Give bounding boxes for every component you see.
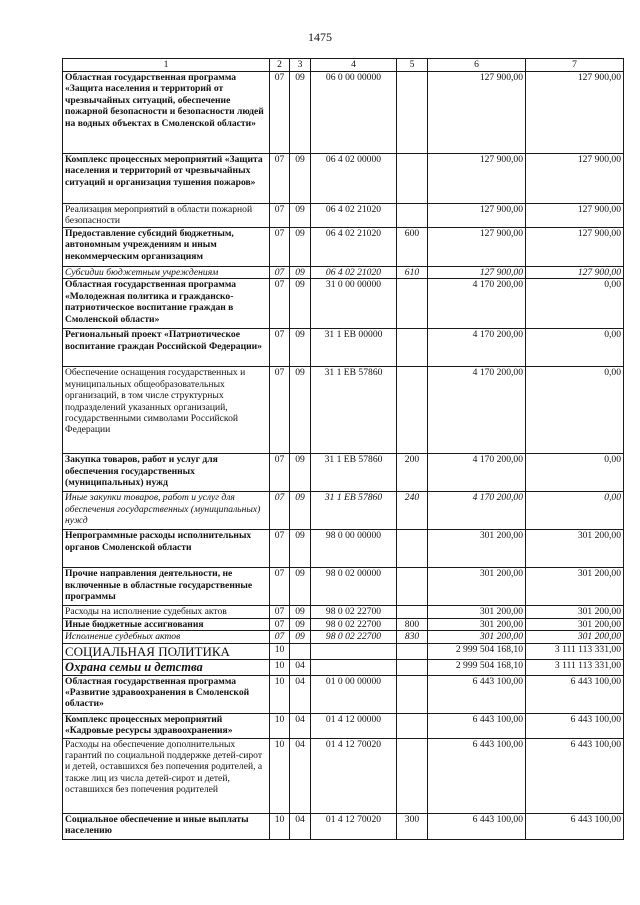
expense-type-cell [397, 568, 428, 606]
section-code-cell: 07 [270, 267, 290, 279]
section-code-cell: 10 [270, 738, 290, 813]
expense-type-cell [397, 154, 428, 204]
amount-year1-cell: 127 900,00 [428, 267, 526, 279]
amount-year1-cell: 6 443 100,00 [428, 738, 526, 813]
subsection-code-cell: 09 [290, 618, 311, 630]
table-row [63, 492, 624, 530]
table-row [63, 367, 624, 454]
amount-year2-cell: 0,00 [526, 454, 624, 492]
row-name-cell: Региональный проект «Патриотическое воспитание граждан Российской Федерации» [63, 329, 270, 367]
expense-type-cell: 240 [397, 492, 428, 530]
section-code-cell: 10 [270, 659, 290, 675]
amount-year1-cell: 6 443 100,00 [428, 675, 526, 713]
amount-year2-cell: 0,00 [526, 279, 624, 329]
expense-type-cell [397, 72, 428, 154]
target-article-cell: 06 4 02 21020 [311, 267, 397, 279]
amount-year2-cell: 127 900,00 [526, 154, 624, 204]
subsection-code-cell: 09 [290, 72, 311, 154]
amount-year2-cell: 0,00 [526, 329, 624, 367]
amount-year1-cell: 127 900,00 [428, 228, 526, 267]
column-header: 4 [311, 59, 397, 72]
amount-year2-cell: 3 111 113 331,00 [526, 643, 624, 659]
subsection-code-cell: 09 [290, 267, 311, 279]
column-header: 7 [526, 59, 624, 72]
target-article-cell [311, 659, 397, 675]
table-row [63, 154, 624, 204]
table-header-row [63, 59, 624, 72]
column-header: 5 [397, 59, 428, 72]
target-article-cell: 06 4 02 21020 [311, 204, 397, 228]
row-name-cell: Предоставление субсидий бюджетным, автономным учреждениям и иным некоммерческим организациям [63, 228, 270, 267]
table-row [63, 618, 624, 630]
amount-year2-cell: 301 200,00 [526, 568, 624, 606]
amount-year1-cell: 301 200,00 [428, 606, 526, 618]
column-header: 6 [428, 59, 526, 72]
row-name-cell: Областная государственная программа «Развитие здравоохранения в Смоленской области» [63, 675, 270, 713]
amount-year1-cell: 301 200,00 [428, 530, 526, 568]
row-name-cell: Охрана семьи и детства [63, 659, 270, 675]
table-row [63, 813, 624, 839]
target-article-cell [311, 643, 397, 659]
target-article-cell: 98 0 02 22700 [311, 606, 397, 618]
row-name-cell: Расходы на исполнение судебных актов [63, 606, 270, 618]
row-name-cell: Субсидии бюджетным учреждениям [63, 267, 270, 279]
subsection-code-cell: 09 [290, 367, 311, 454]
table-row [63, 228, 624, 267]
page-number: 1475 [308, 30, 332, 44]
table-row [63, 279, 624, 329]
row-name-cell: Комплекс процессных мероприятий «Кадровые ресурсы здравоохранения» [63, 713, 270, 738]
row-name-cell: СОЦИАЛЬНАЯ ПОЛИТИКА [63, 643, 270, 659]
amount-year1-cell: 2 999 504 168,10 [428, 659, 526, 675]
subsection-code-cell: 09 [290, 204, 311, 228]
column-header: 3 [290, 59, 311, 72]
target-article-cell: 01 4 12 00000 [311, 713, 397, 738]
subsection-code-cell: 09 [290, 154, 311, 204]
amount-year2-cell: 301 200,00 [526, 530, 624, 568]
amount-year1-cell: 4 170 200,00 [428, 454, 526, 492]
expense-type-cell [397, 643, 428, 659]
row-name-cell: Реализация мероприятий в области пожарной безопасности [63, 204, 270, 228]
section-code-cell: 07 [270, 454, 290, 492]
table-row [63, 675, 624, 713]
target-article-cell: 06 4 02 00000 [311, 154, 397, 204]
section-code-cell: 10 [270, 643, 290, 659]
target-article-cell: 31 0 00 00000 [311, 279, 397, 329]
amount-year1-cell: 127 900,00 [428, 204, 526, 228]
expense-type-cell [397, 606, 428, 618]
table-row [63, 329, 624, 367]
row-name-cell: Закупка товаров, работ и услуг для обеспечения государственных (муниципальных) нужд [63, 454, 270, 492]
section-code-cell: 07 [270, 606, 290, 618]
column-header: 1 [63, 59, 270, 72]
section-code-cell: 10 [270, 713, 290, 738]
expense-type-cell [397, 659, 428, 675]
column-header: 2 [270, 59, 290, 72]
amount-year1-cell: 127 900,00 [428, 154, 526, 204]
target-article-cell: 31 1 ЕВ 57860 [311, 367, 397, 454]
subsection-code-cell: 09 [290, 568, 311, 606]
expense-type-cell: 830 [397, 631, 428, 643]
amount-year1-cell: 127 900,00 [428, 72, 526, 154]
row-name-cell: Областная государственная программа «Защита населения и территорий от чрезвычайных ситуаций, обеспечение пожарной безопасности и безопасности людей на водных объектах в Смоленской области» [63, 72, 270, 154]
section-code-cell: 07 [270, 279, 290, 329]
expense-type-cell [397, 713, 428, 738]
subsection-code-cell: 09 [290, 530, 311, 568]
expense-type-cell [397, 279, 428, 329]
amount-year2-cell: 301 200,00 [526, 618, 624, 630]
section-code-cell: 07 [270, 204, 290, 228]
table-row [63, 606, 624, 618]
subsection-code-cell: 09 [290, 492, 311, 530]
target-article-cell: 31 1 ЕВ 57860 [311, 492, 397, 530]
row-name-cell: Непрограммные расходы исполнительных органов Смоленской области [63, 530, 270, 568]
expense-type-cell: 200 [397, 454, 428, 492]
amount-year2-cell: 127 900,00 [526, 267, 624, 279]
expense-type-cell: 610 [397, 267, 428, 279]
row-name-cell: Расходы на обеспечение дополнительных гарантий по социальной поддержке детей-сирот и детей, оставшихся без попечения родителей, а также лиц из числа детей-сирот и детей, оставшихся без попечения родителей [63, 738, 270, 813]
row-name-cell: Прочие направления деятельности, не включенные в областные государственные программы [63, 568, 270, 606]
subsection-code-cell: 09 [290, 606, 311, 618]
amount-year2-cell: 3 111 113 331,00 [526, 659, 624, 675]
row-name-cell: Социальное обеспечение и иные выплаты населению [63, 813, 270, 839]
target-article-cell: 98 0 02 22700 [311, 618, 397, 630]
target-article-cell: 98 0 02 22700 [311, 631, 397, 643]
target-article-cell: 06 0 00 00000 [311, 72, 397, 154]
expense-type-cell [397, 367, 428, 454]
expense-type-cell: 300 [397, 813, 428, 839]
amount-year2-cell: 6 443 100,00 [526, 675, 624, 713]
target-article-cell: 01 4 12 70020 [311, 813, 397, 839]
amount-year2-cell: 6 443 100,00 [526, 713, 624, 738]
amount-year1-cell: 301 200,00 [428, 631, 526, 643]
section-code-cell: 07 [270, 568, 290, 606]
table-row [63, 204, 624, 228]
table-row [63, 713, 624, 738]
expense-type-cell [397, 204, 428, 228]
subsection-code-cell: 04 [290, 713, 311, 738]
target-article-cell: 31 1 ЕВ 00000 [311, 329, 397, 367]
subsection-code-cell: 09 [290, 631, 311, 643]
table-row [63, 72, 624, 154]
section-code-cell: 07 [270, 154, 290, 204]
row-name-cell: Иные бюджетные ассигнования [63, 618, 270, 630]
row-name-cell: Областная государственная программа «Молодежная политика и гражданско-патриотическое воспитание граждан в Смоленской области» [63, 279, 270, 329]
amount-year1-cell: 4 170 200,00 [428, 279, 526, 329]
expense-type-cell: 600 [397, 228, 428, 267]
table-row [63, 568, 624, 606]
subsection-code-cell: 09 [290, 279, 311, 329]
row-name-cell: Обеспечение оснащения государственных и муниципальных общеобразовательных организаций, в том числе структурных подразделений указанных организаций, государственными символами Российской Федерации [63, 367, 270, 454]
table-row [63, 631, 624, 643]
amount-year1-cell: 4 170 200,00 [428, 492, 526, 530]
row-name-cell: Исполнение судебных актов [63, 631, 270, 643]
section-code-cell: 07 [270, 329, 290, 367]
amount-year1-cell: 301 200,00 [428, 568, 526, 606]
amount-year2-cell: 127 900,00 [526, 228, 624, 267]
target-article-cell: 01 4 12 70020 [311, 738, 397, 813]
section-code-cell: 07 [270, 618, 290, 630]
section-code-cell: 10 [270, 813, 290, 839]
subsection-code-cell: 09 [290, 454, 311, 492]
amount-year2-cell: 6 443 100,00 [526, 738, 624, 813]
table-row [63, 267, 624, 279]
subsection-code-cell: 09 [290, 329, 311, 367]
section-code-cell: 07 [270, 530, 290, 568]
amount-year2-cell: 301 200,00 [526, 606, 624, 618]
row-name-cell: Иные закупки товаров, работ и услуг для обеспечения государственных (муниципальных) нужд [63, 492, 270, 530]
subsection-code-cell: 04 [290, 675, 311, 713]
section-code-cell: 07 [270, 367, 290, 454]
amount-year1-cell: 6 443 100,00 [428, 813, 526, 839]
target-article-cell: 31 1 ЕВ 57860 [311, 454, 397, 492]
expense-type-cell [397, 530, 428, 568]
table-row [63, 643, 624, 659]
section-code-cell: 10 [270, 675, 290, 713]
subsection-code-cell [290, 643, 311, 659]
amount-year1-cell: 2 999 504 168,10 [428, 643, 526, 659]
table-row [63, 659, 624, 675]
subsection-code-cell: 04 [290, 659, 311, 675]
amount-year2-cell: 6 443 100,00 [526, 813, 624, 839]
section-code-cell: 07 [270, 492, 290, 530]
amount-year1-cell: 4 170 200,00 [428, 329, 526, 367]
row-name-cell: Комплекс процессных мероприятий «Защита населения и территорий от чрезвычайных ситуаций и организация тушения пожаров» [63, 154, 270, 204]
amount-year1-cell: 4 170 200,00 [428, 367, 526, 454]
expense-type-cell [397, 329, 428, 367]
table-body [63, 72, 624, 840]
target-article-cell: 98 0 00 00000 [311, 530, 397, 568]
amount-year2-cell: 0,00 [526, 492, 624, 530]
subsection-code-cell: 09 [290, 228, 311, 267]
table-row [63, 738, 624, 813]
expense-type-cell: 800 [397, 618, 428, 630]
target-article-cell: 98 0 02 00000 [311, 568, 397, 606]
expense-type-cell [397, 675, 428, 713]
amount-year1-cell: 301 200,00 [428, 618, 526, 630]
section-code-cell: 07 [270, 631, 290, 643]
table-row [63, 454, 624, 492]
table-row [63, 530, 624, 568]
amount-year2-cell: 0,00 [526, 367, 624, 454]
section-code-cell: 07 [270, 72, 290, 154]
budget-table [62, 58, 624, 840]
target-article-cell: 06 4 02 21020 [311, 228, 397, 267]
subsection-code-cell: 04 [290, 738, 311, 813]
amount-year2-cell: 301 200,00 [526, 631, 624, 643]
subsection-code-cell: 04 [290, 813, 311, 839]
amount-year1-cell: 6 443 100,00 [428, 713, 526, 738]
amount-year2-cell: 127 900,00 [526, 72, 624, 154]
expense-type-cell [397, 738, 428, 813]
amount-year2-cell: 127 900,00 [526, 204, 624, 228]
target-article-cell: 01 0 00 00000 [311, 675, 397, 713]
section-code-cell: 07 [270, 228, 290, 267]
